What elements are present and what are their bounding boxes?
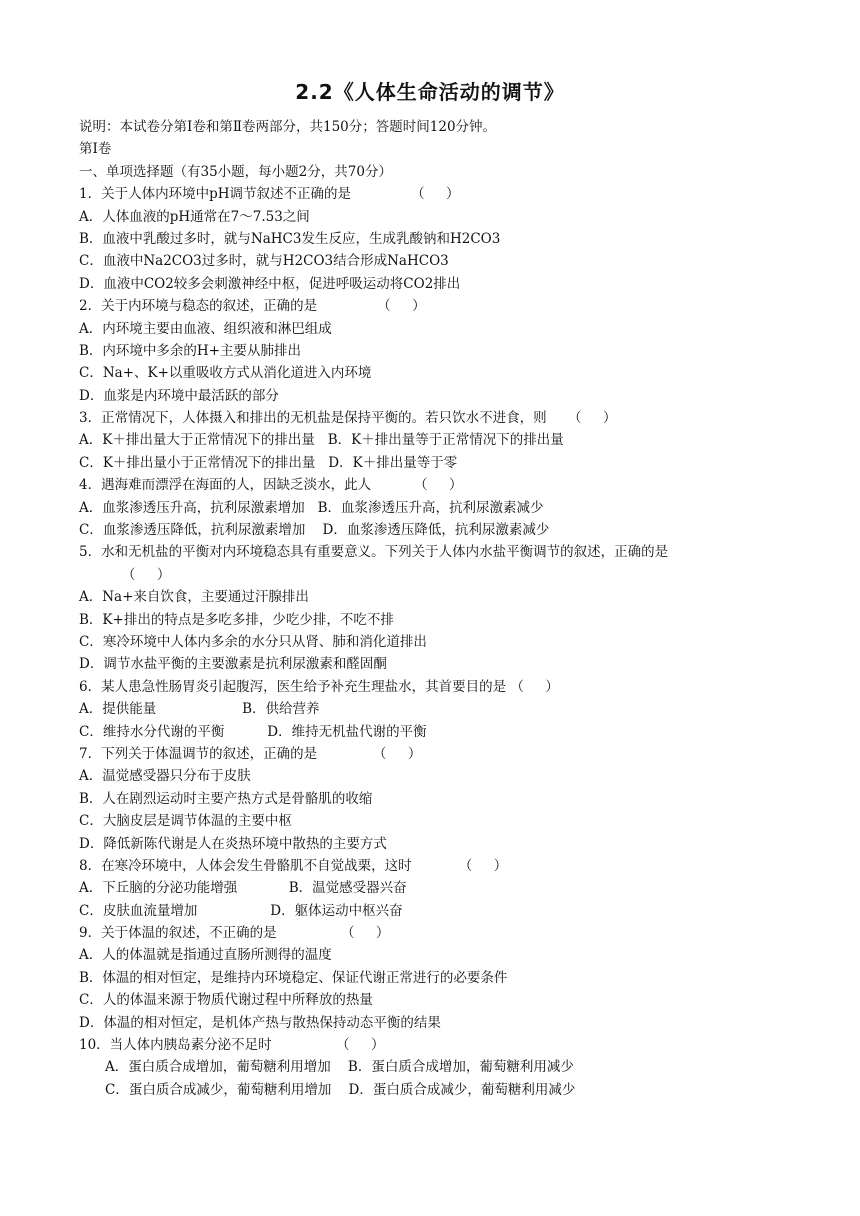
question-line: 4．遇海难而漂浮在海面的人，因缺乏淡水，此人 （ ）: [79, 477, 463, 494]
question-line: （ ）: [79, 566, 171, 583]
question-line: D．血浆是内环境中最活跃的部分: [79, 387, 279, 404]
document-body: [79, 116, 779, 1101]
question-list: [79, 183, 779, 1056]
question-line: 5．水和无机盐的平衡对内环境稳态具有重要意义。下列关于人体内水盐平衡调节的叙述，正确的是: [79, 544, 669, 561]
question-line: B．K+排出的特点是多吃多排，少吃少排，不吃不排: [79, 611, 394, 628]
question-line: C．寒冷环境中人体内多余的水分只从肾、肺和消化道排出: [79, 633, 427, 650]
question-line: C．血液中Na2CO3过多时，就与H2CO3结合形成NaHCO3: [79, 253, 449, 270]
question-line: C．维持水分代谢的平衡 D．维持无机盐代谢的平衡: [79, 723, 427, 740]
question-line: C．皮肤血流量增加 D．躯体运动中枢兴奋: [79, 902, 403, 919]
question-line: 2．关于内环境与稳态的叙述，正确的是 （ ）: [79, 298, 426, 315]
question-line: D．血液中CO2较多会刺激神经中枢，促进呼吸运动将CO2排出: [79, 275, 461, 292]
question-line: 1．关于人体内环境中pH调节叙述不正确的是 （ ）: [79, 186, 460, 203]
question-line: C．人的体温来源于物质代谢过程中所释放的热量: [79, 992, 373, 1009]
question-line: A．提供能量 B．供给营养: [79, 701, 320, 718]
question-line: D．降低新陈代谢是人在炎热环境中散热的主要方式: [79, 835, 387, 852]
question-line: 9．关于体温的叙述，不正确的是 （ ）: [79, 925, 390, 942]
page-title: 2.2《人体生命活动的调节》: [295, 80, 565, 104]
question-line: A．K＋排出量大于正常情况下的排出量 B．K＋排出量等于正常情况下的排出量: [79, 432, 564, 449]
question-line: D．体温的相对恒定，是机体产热与散热保持动态平衡的结果: [79, 1014, 441, 1031]
question-line: B．血液中乳酸过多时，就与NaHC3发生反应，生成乳酸钠和H2CO3: [79, 230, 501, 247]
question-line: A．下丘脑的分泌功能增强 B．温觉感受器兴奋: [79, 880, 407, 897]
question-line: 7．下列关于体温调节的叙述，正确的是 （ ）: [79, 745, 422, 762]
question-line: 8．在寒冷环境中，人体会发生骨骼肌不自觉战栗，这时 （ ）: [79, 857, 508, 874]
section-heading: 一、单项选择题（有35小题，每小题2分，共70分）: [79, 163, 392, 180]
question-line: C．大脑皮层是调节体温的主要中枢: [79, 813, 292, 830]
question-line: 3．正常情况下，人体摄入和排出的无机盐是保持平衡的。若只饮水不进食，则 （ ）: [79, 410, 617, 427]
question-line: 10．当人体内胰岛素分泌不足时 （ ）: [79, 1037, 385, 1054]
question-line: D．调节水盐平衡的主要激素是抗利尿激素和醛固酮: [79, 656, 387, 673]
question-line: A．人体血液的pH通常在7～7.53之间: [79, 208, 310, 225]
question-line: B．体温的相对恒定，是维持内环境稳定、保证代谢正常进行的必要条件: [79, 969, 508, 986]
question-line: A．血浆渗透压升高，抗利尿激素增加 B．血浆渗透压升高，抗利尿激素减少: [79, 499, 544, 516]
question-line: C．K＋排出量小于正常情况下的排出量 D．K＋排出量等于零: [79, 454, 458, 471]
question-line: B．人在剧烈运动时主要产热方式是骨骼肌的收缩: [79, 790, 373, 807]
q10-option-line: A．蛋白质合成增加，葡萄糖利用增加 B．蛋白质合成增加，葡萄糖利用减少: [105, 1059, 574, 1076]
q10-option-line: C．蛋白质合成减少，葡萄糖利用增加 D．蛋白质合成减少，葡萄糖利用减少: [105, 1081, 576, 1098]
question-line: C．Na+、K+以重吸收方式从消化道进入内环境: [79, 365, 372, 382]
question-line: C．血浆渗透压降低，抗利尿激素增加 D．血浆渗透压降低，抗利尿激素减少: [79, 522, 550, 539]
question-line: A．温觉感受器只分布于皮肤: [79, 768, 251, 785]
part-heading: 第Ⅰ卷: [79, 141, 112, 158]
intro-text: 说明：本试卷分第Ⅰ卷和第Ⅱ卷两部分，共150分；答题时间120分钟。: [79, 119, 497, 135]
question-line: A．内环境主要由血液、组织液和淋巴组成: [79, 320, 332, 337]
question-line: A．Na+来自饮食，主要通过汗腺排出: [79, 589, 309, 606]
question-line: 6．某人患急性肠胃炎引起腹泻，医生给予补充生理盐水，其首要目的是 （ ）: [79, 678, 559, 695]
question-line: B．内环境中多余的H+主要从肺排出: [79, 342, 302, 359]
question-line: A．人的体温就是指通过直肠所测得的温度: [79, 947, 332, 964]
